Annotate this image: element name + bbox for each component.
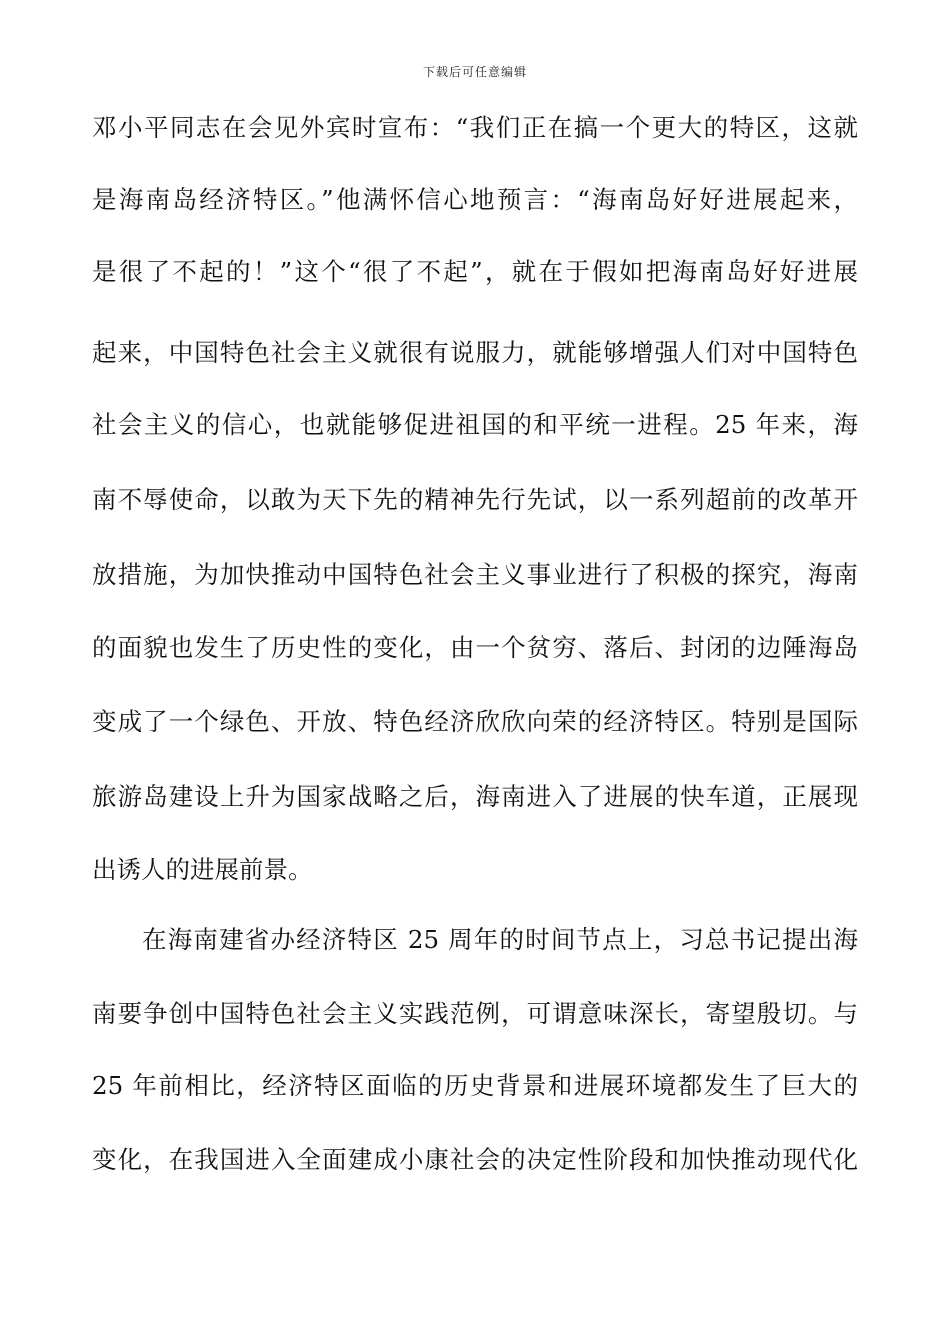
- text-line: 25 年前相比，经济特区面临的历史背景和进展环境都发生了巨大的: [92, 1071, 858, 1100]
- text-line: 放措施，为加快推动中国特色社会主义事业进行了积极的探究，海南: [92, 560, 858, 589]
- text-line: 邓小平同志在会见外宾时宣布：“我们正在搞一个更大的特区，这就: [92, 113, 858, 142]
- text-line: 南要争创中国特色社会主义实践范例，可谓意味深长，寄望殷切。与: [92, 999, 858, 1028]
- text-line: 起来，中国特色社会主义就很有说服力，就能够增强人们对中国特色: [92, 338, 858, 367]
- text-line: 出诱人的进展前景。: [92, 855, 313, 884]
- text-line: 变化，在我国进入全面建成小康社会的决定性阶段和加快推动现代化: [92, 1145, 858, 1174]
- text-line: 旅游岛建设上升为国家战略之后，海南进入了进展的快车道，正展现: [92, 782, 858, 811]
- text-line: 社会主义的信心，也就能够促进祖国的和平统一进程。25 年来，海: [92, 410, 858, 439]
- text-line: 南不辱使命，以敢为天下先的精神先行先试，以一系列超前的改革开: [92, 485, 858, 514]
- text-line: 变成了一个绿色、开放、特色经济欣欣向荣的经济特区。特别是国际: [92, 707, 858, 736]
- text-line: 是海南岛经济特区。”他满怀信心地预言：“海南岛好好进展起来，: [92, 185, 858, 214]
- text-line: 是很了不起的！”这个“很了不起”，就在于假如把海南岛好好进展: [92, 257, 858, 286]
- page-header: 下载后可任意编辑: [422, 65, 527, 79]
- text-line: 在海南建省办经济特区 25 周年的时间节点上，习总书记提出海: [142, 925, 858, 954]
- text-line: 的面貌也发生了历史性的变化，由一个贫穷、落后、封闭的边陲海岛: [92, 633, 858, 662]
